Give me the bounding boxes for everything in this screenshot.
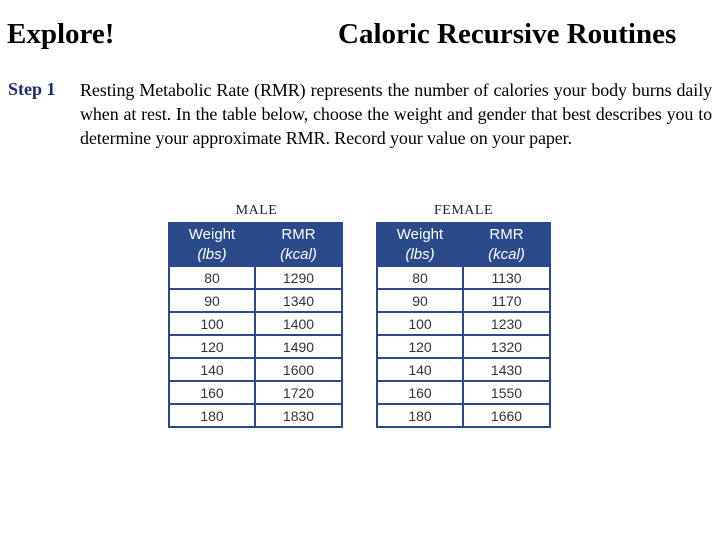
rmr-cell: 1490 [255,335,342,358]
page-title-caloric-recursive-routines: Caloric Recursive Routines [338,18,677,50]
table-row [169,266,342,289]
weight-cell: 100 [169,312,255,335]
rmr-header-title: RMR [281,225,316,243]
table-row [169,404,342,427]
weight-cell: 160 [377,381,463,404]
rmr-cell: 1660 [463,404,550,427]
weight-cell: 140 [169,358,255,381]
page-title-explore: Explore! [7,18,115,50]
rmr-cell: 1170 [463,289,550,312]
step-label: Step 1 [8,79,56,99]
rmr-cell: 1720 [255,381,342,404]
rmr-cell: 1400 [255,312,342,335]
weight-cell: 160 [169,381,255,404]
table-row [377,266,550,289]
rmr-cell: 1600 [255,358,342,381]
weight-header-title: Weight [188,225,236,243]
rmr-cell: 1230 [463,312,550,335]
table-row [377,289,550,312]
table-row [377,381,550,404]
weight-column-header [169,223,255,266]
weight-cell: 80 [169,266,255,289]
table-row [377,312,550,335]
table-row [377,335,550,358]
rmr-cell: 1430 [463,358,550,381]
rmr-column-header [463,223,550,266]
table-row [169,381,342,404]
step-instructions: Resting Metabolic Rate (RMR) represents the number of calories your body burns daily when at rest. In the table below, choose the weight and gender that best describes you to determine your approximate RMR. Record your value on your paper. [80,80,712,148]
table-header-row [169,223,342,266]
weight-cell: 120 [377,335,463,358]
female-rmr-table [376,222,551,428]
weight-cell: 100 [377,312,463,335]
rmr-column-header [255,223,342,266]
rmr-cell: 1340 [255,289,342,312]
rmr-cell: 1320 [463,335,550,358]
rmr-header-unit: (kcal) [280,245,317,263]
weight-cell: 90 [169,289,255,312]
rmr-cell: 1830 [255,404,342,427]
weight-cell: 90 [377,289,463,312]
table-row [169,358,342,381]
weight-column-header [377,223,463,266]
table-row [377,358,550,381]
rmr-cell: 1550 [463,381,550,404]
table-row [169,289,342,312]
weight-header-title: Weight [396,225,444,243]
female-table-caption: FEMALE [434,203,493,218]
male-table-caption: MALE [235,203,278,218]
rmr-header-title: RMR [489,225,524,243]
weight-cell: 180 [377,404,463,427]
table-row [169,312,342,335]
table-header-row [377,223,550,266]
weight-cell: 120 [169,335,255,358]
rmr-cell: 1290 [255,266,342,289]
rmr-cell: 1130 [463,266,550,289]
weight-header-unit: (lbs) [405,245,435,263]
weight-cell: 180 [169,404,255,427]
weight-cell: 140 [377,358,463,381]
weight-cell: 80 [377,266,463,289]
table-row [377,404,550,427]
rmr-header-unit: (kcal) [488,245,525,263]
male-rmr-table [168,222,343,428]
table-row [169,335,342,358]
weight-header-unit: (lbs) [197,245,227,263]
